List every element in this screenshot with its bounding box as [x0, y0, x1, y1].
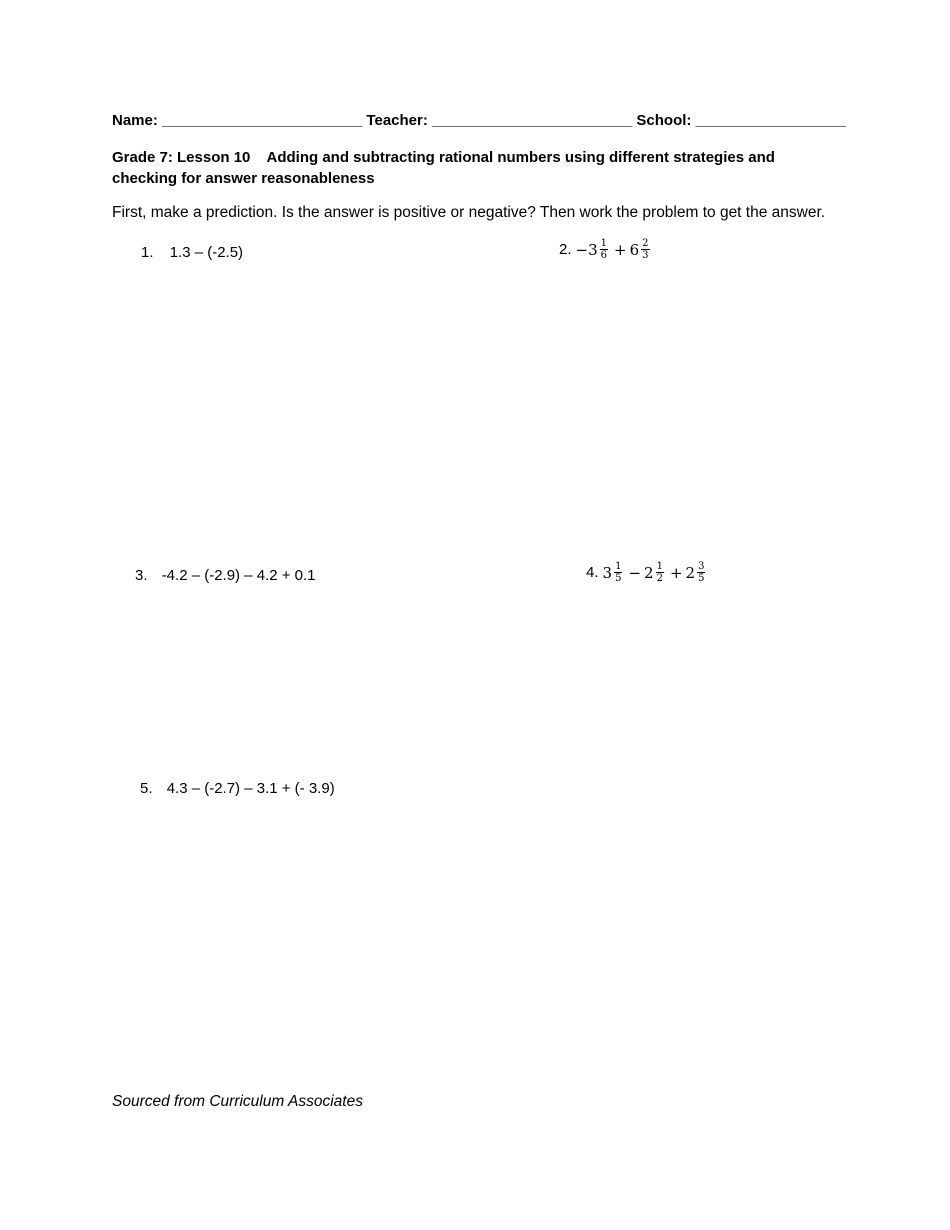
fraction: [600, 238, 608, 261]
term-sign: +: [614, 240, 627, 259]
problem-number: 2.: [559, 241, 572, 258]
fraction: [614, 561, 622, 584]
term-sign: +: [669, 563, 683, 582]
school-label: School:: [636, 112, 692, 129]
problem-1: [141, 244, 243, 261]
problem-number: 3.: [135, 567, 148, 584]
fraction-denominator: 3: [642, 250, 649, 261]
problem-5: [140, 780, 335, 797]
fraction: [697, 561, 705, 584]
problem-2: [559, 238, 653, 261]
source-footer: Sourced from Curriculum Associates: [112, 1093, 363, 1110]
problem-number: 1.: [141, 244, 154, 261]
problem-expression: 4.3 – (-2.7) – 3.1 + (- 3.9): [166, 780, 335, 797]
problem-number: 5.: [140, 780, 153, 797]
fraction-denominator: 5: [698, 573, 705, 584]
problem-expression: 1.3 – (-2.5): [169, 244, 244, 261]
term-whole: 3: [602, 563, 613, 582]
teacher-label: Teacher:: [366, 112, 428, 129]
name-label: Name:: [112, 112, 158, 129]
problem-4: [586, 561, 708, 584]
fraction-numerator: 3: [698, 561, 705, 572]
lesson-title: Grade 7: Lesson 10 Adding and subtracting rational numbers using different strategies and checking for answer reasonableness: [112, 149, 780, 187]
term-whole: 2: [685, 563, 696, 582]
teacher-blank[interactable]: ________________________: [432, 112, 633, 129]
term-whole: 3: [588, 240, 598, 259]
fraction-denominator: 6: [600, 250, 608, 261]
fraction-denominator: 2: [656, 573, 663, 584]
fraction-numerator: 1: [656, 561, 663, 572]
problem-expression: -4.2 – (-2.9) – 4.2 + 0.1: [161, 567, 316, 584]
fraction: [641, 238, 649, 261]
fraction-numerator: 1: [615, 561, 622, 572]
fraction-numerator: 2: [642, 238, 649, 249]
fraction: [656, 561, 664, 584]
problem-3: [135, 567, 316, 584]
term-whole: 2: [644, 563, 654, 582]
fraction-numerator: 1: [600, 238, 608, 249]
school-blank[interactable]: __________________: [695, 112, 846, 129]
term-sign: −: [575, 240, 589, 259]
fraction-denominator: 5: [615, 573, 622, 584]
term-sign: −: [628, 563, 642, 582]
problem-number: 4.: [586, 564, 599, 581]
name-blank[interactable]: ________________________: [162, 112, 363, 129]
term-whole: 6: [629, 240, 640, 259]
header-fields: [112, 112, 846, 129]
instructions: First, make a prediction. Is the answer is positive or negative? Then work the problem to get the answer.: [112, 204, 826, 221]
